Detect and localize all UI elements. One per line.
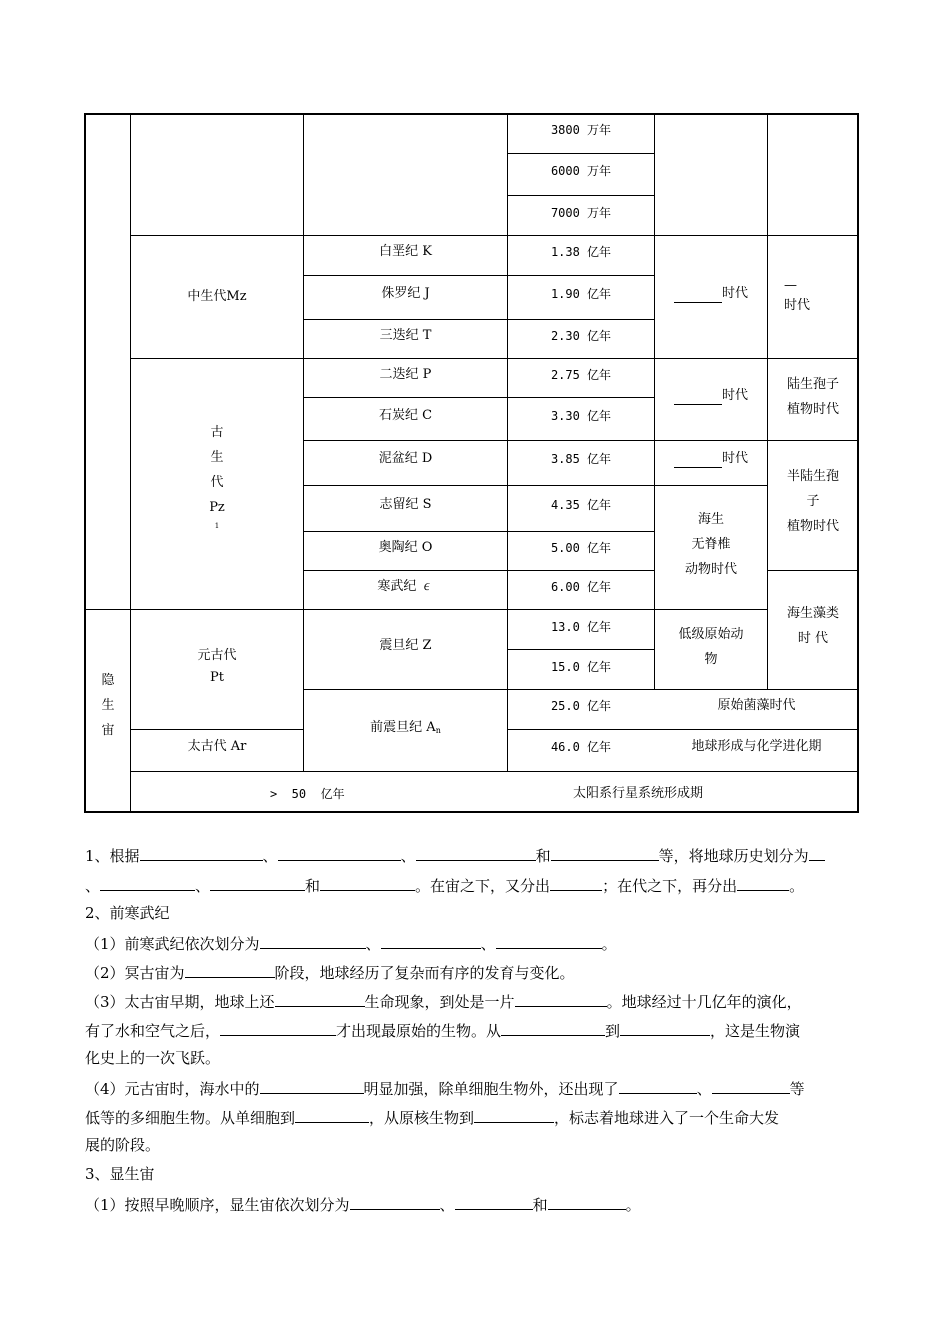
blank[interactable] (320, 874, 415, 891)
blank[interactable] (551, 844, 659, 861)
table-border-bottom (84, 811, 859, 813)
animal-era-mesozoic: 时代 (655, 236, 767, 352)
blank[interactable] (210, 874, 305, 891)
blank[interactable] (185, 961, 275, 978)
period-triassic: 三迭纪 T (379, 328, 432, 343)
period-devonian: 泥盆纪 D (378, 451, 433, 466)
hline-solar (130, 771, 858, 772)
plant-era-land-spore: 陆生孢子 植物时代 (786, 377, 839, 417)
q2-2: （2）冥古宙为 阶段，地球经历了复杂而有序的发育与变化。 (85, 961, 575, 983)
life-earth-formation: 地球形成与化学进化期 (691, 739, 822, 754)
blank[interactable] (220, 1019, 336, 1036)
blank[interactable] (100, 874, 195, 891)
eon-cryptozoic: 隐 生 宙 (101, 672, 115, 738)
q2-4-line2: 低等的多细胞生物。从单细胞到 ，从原核生物到 ，标志着地球进入了一个生命大发 (85, 1106, 779, 1128)
blank[interactable] (416, 844, 536, 861)
era-proterozoic: 元古代 Pt (197, 648, 237, 685)
age-cell: 4.35 亿年 (550, 498, 612, 512)
era-archean: 太古代 Ar (187, 739, 247, 754)
q3-1: （1）按照早晚顺序，显生宙依次划分为 、 和 。 (85, 1193, 641, 1215)
blank[interactable] (550, 874, 602, 891)
animal-era-devonian: 时代 (655, 441, 767, 477)
hline-algae (767, 570, 858, 571)
q2-3-line1: （3）太古宙早期，地球上还 生命现象，到处是一片 。地球经过十几亿年的演化， (85, 990, 802, 1012)
blank[interactable] (260, 1077, 364, 1094)
blank[interactable] (809, 844, 825, 861)
q2-3-line2: 有了水和空气之后， 才出现最原始的生物。从 到 ，这是生物演 (85, 1019, 800, 1041)
q2-title: 2、前寒武纪 (85, 904, 170, 922)
blank[interactable] (260, 932, 366, 949)
age-cell: 3.85 亿年 (550, 452, 612, 466)
q1-line2: 、 、 和 。在宙之下，又分出 ；在代之下，再分出 。 (85, 874, 804, 896)
age-cell: 7000 万年 (550, 206, 612, 220)
period-ordovician: 奥陶纪 O (378, 540, 433, 555)
animal-era-marine-invertebrate: 海生 无脊椎 动物时代 (684, 511, 737, 577)
q3-title: 3、显生宙 (85, 1165, 155, 1183)
age-cell: 2.75 亿年 (550, 368, 612, 382)
period-silurian: 志留纪 S (379, 497, 432, 512)
age-cell: 6.00 亿年 (550, 580, 612, 594)
solar-desc: 太阳系行星系统形成期 (573, 786, 704, 801)
era-mesozoic: 中生代Mz (187, 289, 247, 304)
blank[interactable] (496, 932, 602, 949)
age-cell: 13.0 亿年 (550, 620, 612, 634)
plant-era-semi-land-spore: 半陆生孢 子 植物时代 (786, 468, 839, 534)
blank[interactable] (712, 1077, 790, 1094)
period-cambrian: 寒武纪 ∊ (377, 579, 434, 594)
blank[interactable] (548, 1193, 626, 1210)
era-paleozoic: 古 生 代 Pz 1 (209, 425, 225, 530)
blank[interactable] (278, 844, 401, 861)
age-cell: 25.0 亿年 (550, 699, 612, 713)
blank[interactable] (515, 990, 607, 1007)
solar-age: > 50 亿年 (270, 787, 345, 801)
age-cell: 3.30 亿年 (550, 409, 612, 423)
plant-era-marine-algae: 海生藻类 时 代 (786, 606, 839, 646)
age-cell: 5.00 亿年 (550, 541, 612, 555)
blank[interactable] (501, 1019, 605, 1036)
age-cell: 2.30 亿年 (550, 329, 612, 343)
blank[interactable] (455, 1193, 533, 1210)
age-cell: 46.0 亿年 (550, 740, 612, 754)
blank[interactable] (620, 1019, 710, 1036)
q2-3-line3: 化史上的一次飞跃。 (85, 1049, 221, 1067)
blank[interactable] (350, 1193, 440, 1210)
q1-line1: 1、根据 、 、 和 等，将地球历史划分为 (85, 844, 825, 866)
blank[interactable] (295, 1106, 369, 1123)
life-primitive-algae: 原始菌藻时代 (717, 698, 796, 713)
q2-1: （1）前寒武纪依次划分为 、 、 。 (85, 932, 617, 954)
age-cell: 1.38 亿年 (550, 245, 612, 259)
age-cell: 15.0 亿年 (550, 660, 612, 674)
blank[interactable] (275, 990, 365, 1007)
table-border-top (85, 113, 859, 115)
blank[interactable] (619, 1077, 697, 1094)
blank[interactable] (737, 874, 789, 891)
q2-4-line3: 展的阶段。 (85, 1136, 161, 1154)
period-permian: 二迭纪 P (379, 367, 432, 382)
age-cell: 1.90 亿年 (550, 287, 612, 301)
animal-era-fish: 时代 (655, 359, 767, 433)
blank[interactable] (381, 932, 481, 949)
period-carboniferous: 石炭纪 C (378, 408, 433, 423)
blank[interactable] (474, 1106, 554, 1123)
period-jurassic: 侏罗纪 J (381, 286, 430, 301)
blank[interactable] (140, 844, 263, 861)
plant-era-mesozoic: — 时代 (784, 278, 811, 313)
age-cell: 6000 万年 (550, 164, 612, 178)
period-sinian: 震旦纪 Z (379, 638, 432, 653)
period-cretaceous: 白垩纪 K (379, 244, 432, 259)
life-primitive-animal: 低级原始动 物 (678, 627, 744, 667)
period-pre-sinian: 前震旦纪 A n (370, 720, 441, 735)
age-cell: 3800 万年 (550, 123, 612, 137)
q2-4-line1: （4）元古宙时，海水中的 明显加强，除单细胞生物外，还出现了 、 等 (85, 1077, 805, 1099)
